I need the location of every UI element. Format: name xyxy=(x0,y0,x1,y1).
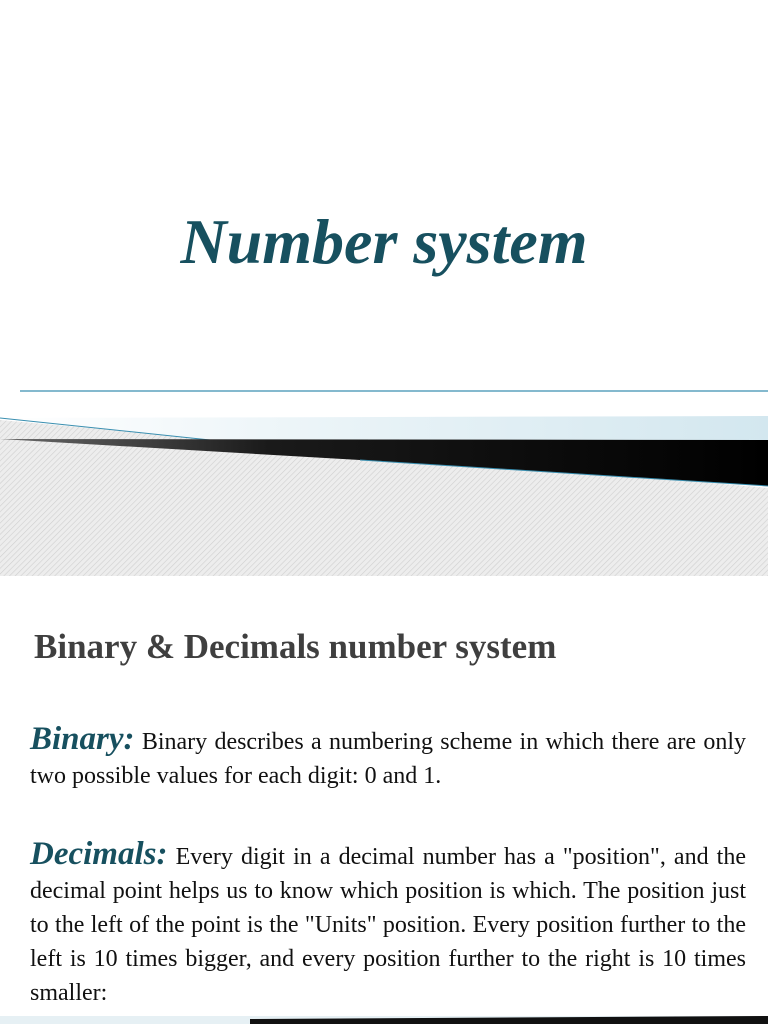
bottom-decorative-stripe xyxy=(0,1016,768,1024)
binary-description: Binary describes a numbering scheme in which there are only two possible values for each digit: 0 and 1. xyxy=(30,729,746,789)
content-slide xyxy=(0,576,768,1024)
binary-term: Binary: xyxy=(30,721,135,757)
decimals-paragraph xyxy=(30,837,746,1010)
decimals-description: Every digit in a decimal number has a "position", and the decimal point helps us to know which position is which. The position just to the left of the point is the "Units" position. Every position further to the left is 10 times bigger, and every position further to the right is 10 times smaller: xyxy=(30,844,746,1006)
slide-title: Number system xyxy=(180,206,588,277)
decorative-banner xyxy=(0,370,768,576)
binary-paragraph xyxy=(30,722,746,793)
slide-heading: Binary & Decimals number system xyxy=(34,627,557,666)
decimals-term: Decimals: xyxy=(30,836,168,872)
